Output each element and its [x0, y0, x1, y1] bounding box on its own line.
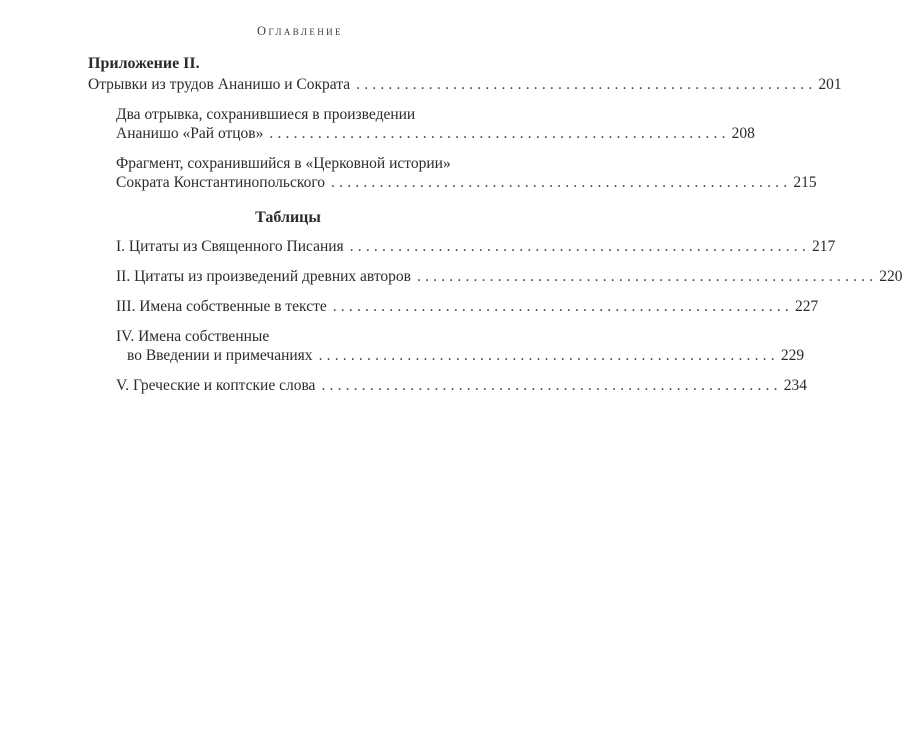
- dot-leader: .........................................................: [331, 174, 792, 191]
- dot-leader: .........................................................: [356, 76, 817, 93]
- toc-entry-title: III. Имена собственные в тексте: [116, 298, 327, 315]
- appendix-heading: Приложение II.: [88, 55, 200, 72]
- toc-entry-page: 234: [783, 377, 807, 394]
- toc-entry-title-continued: Сократа Константинопольского: [116, 174, 326, 191]
- toc-entry[interactable]: [88, 75, 842, 94]
- toc-entry[interactable]: [88, 154, 817, 192]
- toc-entry-page: 201: [818, 76, 842, 93]
- dot-leader: .........................................................: [349, 238, 810, 255]
- toc-entry-page: 215: [793, 174, 817, 191]
- table-of-contents: [88, 54, 903, 395]
- toc-entry-title: Отрывки из трудов Ананишо и Сократа: [88, 76, 351, 93]
- toc-entry[interactable]: [88, 327, 805, 365]
- toc-entry-title-continued: во Введении и примечаниях: [127, 347, 313, 364]
- toc-entry-page: 217: [811, 238, 836, 255]
- toc-entry-page: 220: [879, 268, 903, 285]
- running-head: Оглавление: [257, 24, 343, 38]
- toc-entry[interactable]: [88, 267, 903, 286]
- toc-entry-title: IV. Имена собственные: [116, 328, 270, 345]
- toc-entry-title: II. Цитаты из произведений древних авторов: [116, 268, 411, 285]
- toc-entry[interactable]: [88, 376, 807, 395]
- dot-leader: .........................................................: [318, 347, 779, 364]
- dot-leader: .........................................................: [321, 377, 782, 394]
- toc-entry-title-continued: Ананишо «Рай отцов»: [116, 125, 264, 142]
- dot-leader: .........................................................: [332, 298, 794, 315]
- toc-entry-title: V. Греческие и коптские слова: [116, 377, 316, 394]
- toc-entry-title: I. Цитаты из Священного Писания: [116, 238, 344, 255]
- toc-entry-page: 229: [780, 347, 805, 364]
- dot-leader: .........................................................: [269, 125, 730, 142]
- tables-heading: Таблицы: [255, 209, 321, 226]
- toc-entry[interactable]: [88, 297, 819, 316]
- toc-entry-title: Фрагмент, сохранившийся в «Церковной истории»: [116, 155, 451, 172]
- toc-entry-page: 227: [795, 298, 819, 315]
- toc-entry-page: 208: [731, 125, 755, 142]
- dot-leader: .........................................................: [417, 268, 878, 285]
- toc-entry[interactable]: [88, 237, 836, 256]
- toc-entry[interactable]: [88, 105, 755, 143]
- toc-entry-title: Два отрывка, сохранившиеся в произведении: [116, 106, 416, 123]
